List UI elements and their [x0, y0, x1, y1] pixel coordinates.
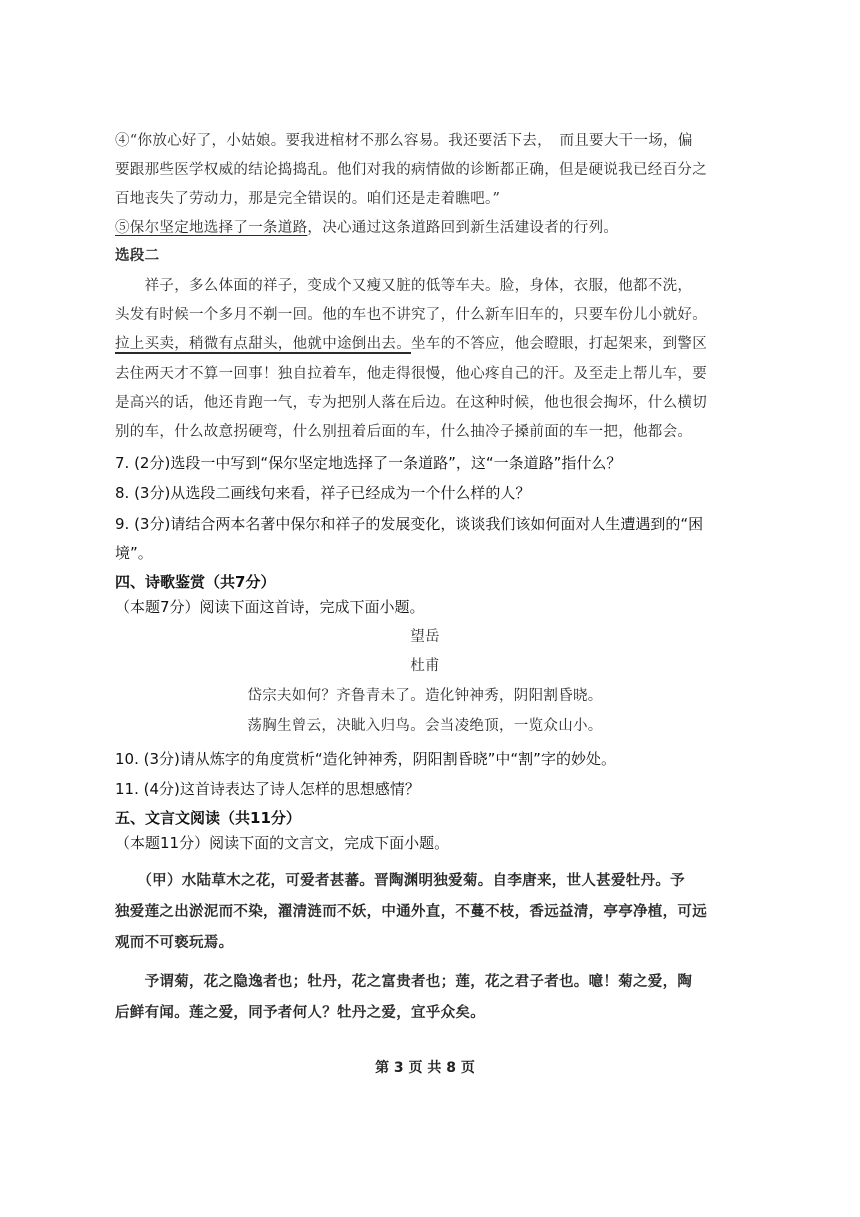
page-footer: 第 3 页 共 8 页 — [375, 1060, 475, 1076]
selection-2-after-underline: 坐车的不答应，他会瞪眼，打起架来，到警区 — [411, 336, 707, 352]
selection-2-line-2: 头发有时候一个多月不剃一回。他的车也不讲究了，什么新车旧车的，只要车份儿小就好。 — [115, 307, 707, 323]
para-4-line-3: 百地丧失了劳动力，那是完全错误的。咱们还是走着瞧吧。” — [115, 191, 501, 207]
selection-2-line-6: 别的车，什么故意拐硬弯，什么别扭着后面的车，什么抽冷子搡前面的车一把，他都会。 — [115, 424, 693, 440]
question-9-cont: 境”。 — [115, 544, 153, 562]
para-4-line-2: 要跟那些医学权威的结论捣捣乱。他们对我的病情做的诊断都正确，但是硬说我已经百分之 — [115, 162, 707, 178]
selection-2-underlined: 拉上买卖，稍微有点甜头，他就中途倒出去。 — [115, 336, 411, 352]
passage-line-3: 观而不可亵玩焉。 — [115, 934, 234, 951]
question-11: 11. (4分)这首诗表达了诗人怎样的思想感情？ — [115, 780, 420, 798]
section-label-2: 选段二 — [115, 247, 160, 264]
passage-line-5: 后鲜有闻。莲之爱，同予者何人？牡丹之爱，宜乎众矣。 — [115, 1004, 485, 1021]
section-5-heading: 五、文言文阅读（共11分） — [115, 809, 301, 827]
question-9: 9. (3分)请结合两本名著中保尔和祥子的发展变化，谈谈我们该如何面对人生遭遇到的“困 — [115, 515, 704, 533]
poem-author: 杜甫 — [410, 658, 440, 674]
para-4-line-1: ④“你放心好了，小姑娘。要我进棺材不那么容易。我还要活下去， 而且要大干一场，偏 — [115, 133, 693, 149]
question-10: 10. (3分)请从炼字的角度赏析“造化钟神秀，阴阳割昏晓”中“割”字的妙处。 — [115, 750, 616, 768]
section-4-intro: （本题7分）阅读下面这首诗，完成下面小题。 — [115, 598, 425, 616]
question-7: 7. (2分)选段一中写到“保尔坚定地选择了一条道路”，这“一条道路”指什么？ — [115, 454, 622, 472]
poem-line-2: 荡胸生曾云，决眦入归鸟。会当凌绝顶，一览众山小。 — [247, 718, 603, 734]
para-5-rest: ，决心通过这条道路回到新生活建设者的行列。 — [307, 220, 619, 236]
selection-2-line-3 — [115, 334, 735, 354]
poem-line-1: 岱宗夫如何？齐鲁青未了。造化钟神秀，阴阳割昏晓。 — [247, 688, 603, 704]
selection-2-line-5: 是高兴的话，他还肯跑一气，专为把别人落在后边。在这种时候，他也很会掏坏，什么横切 — [115, 395, 707, 411]
section-5-intro: （本题11分）阅读下面的文言文，完成下面小题。 — [115, 834, 450, 852]
selection-2-line-4: 去住两天才不算一回事！独自拉着车，他走得很慢，他心疼自己的汗。及至走上帮儿车，要 — [115, 366, 707, 382]
selection-2-line-1: 祥子，多么体面的祥子，变成个又瘦又脏的低等车夫。脸，身体，衣服，他都不洗， — [115, 278, 693, 294]
para-5-underlined: ⑤保尔坚定地选择了一条道路 — [115, 220, 308, 236]
question-8: 8. (3分)从选段二画线句来看，祥子已经成为一个什么样的人？ — [115, 484, 531, 502]
passage-line-2: 独爱莲之出淤泥而不染，濯清涟而不妖，中通外直，不蔓不枝，香远益清，亭亭净植，可远 — [115, 903, 707, 920]
poem-title: 望岳 — [410, 629, 440, 645]
section-4-heading: 四、诗歌鉴赏（共7分） — [115, 573, 276, 591]
para-5 — [115, 218, 735, 238]
passage-line-4: 予谓菊，花之隐逸者也；牡丹，花之富贵者也；莲，花之君子者也。噫！菊之爱，陶 — [115, 973, 693, 990]
passage-line-1: （甲）水陆草木之花，可爱者甚蕃。晋陶渊明独爱菊。自李唐来，世人甚爱牡丹。予 — [115, 872, 685, 889]
